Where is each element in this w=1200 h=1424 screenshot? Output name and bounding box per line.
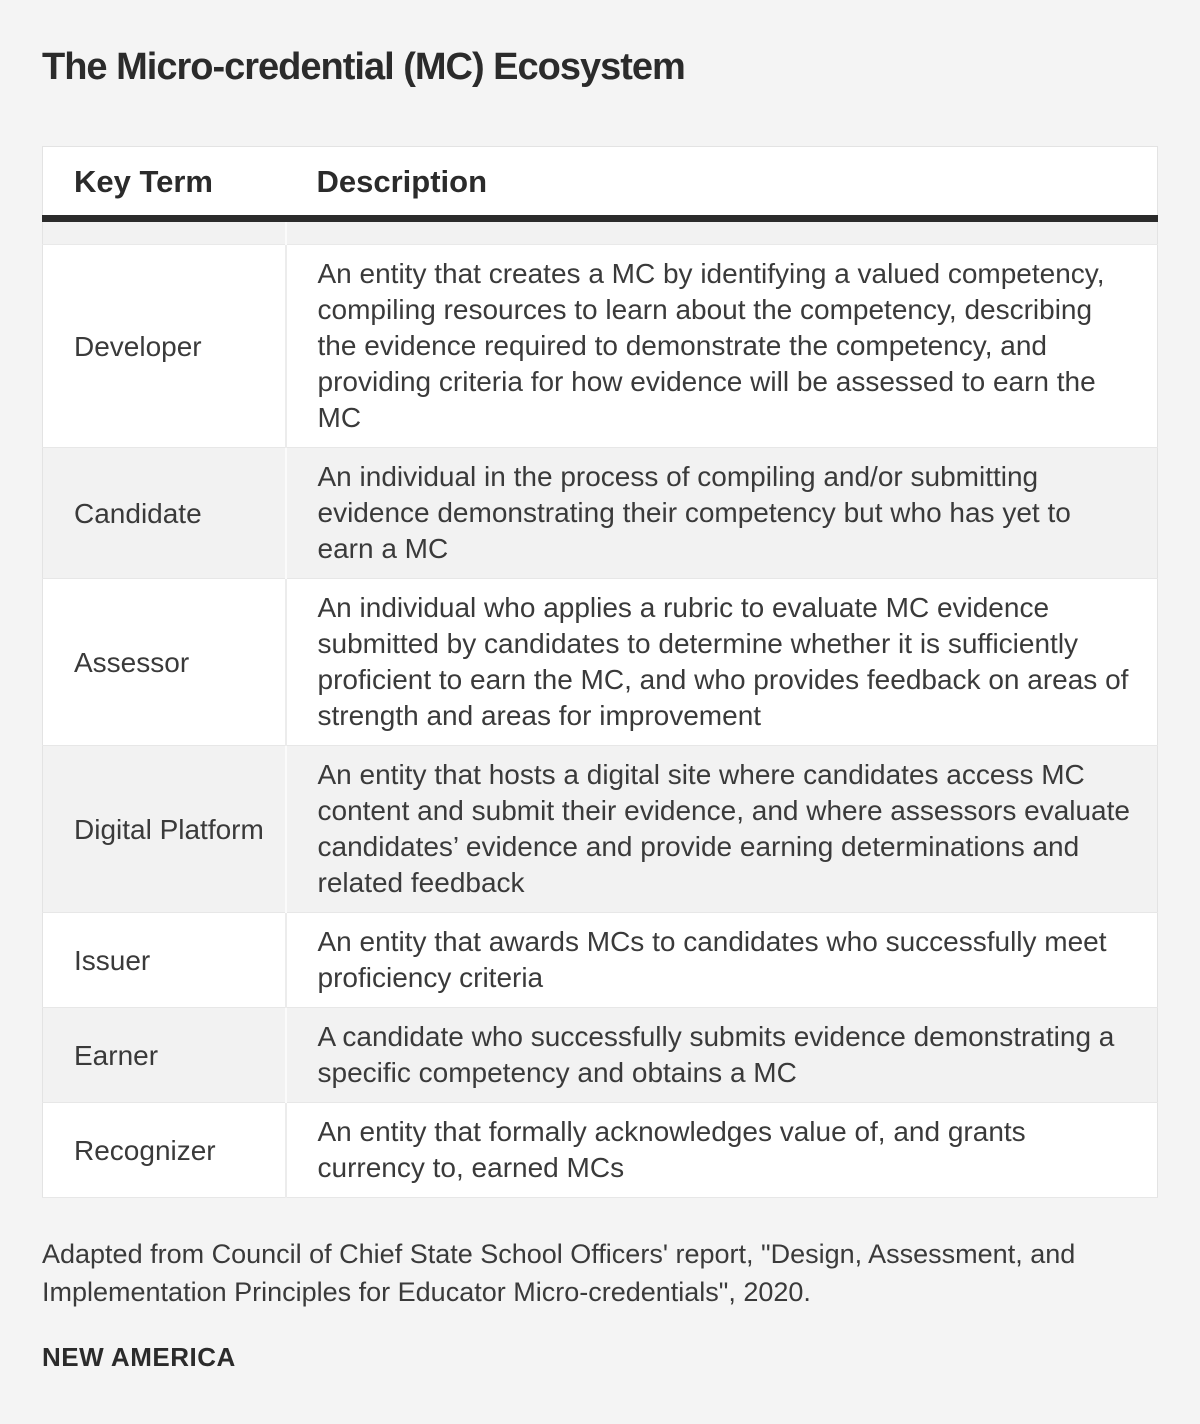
attribution-text: Adapted from Council of Chief State School Officers' report, "Design, Assessment, and Implementation Principles for Educator Micro-credentials", 2020. xyxy=(42,1239,1076,1307)
spacer-row xyxy=(43,219,1158,245)
term-cell: Issuer xyxy=(43,913,286,1008)
description-cell: An individual in the process of compiling and/or submitting evidence demonstrating their competency but who has yet to earn a MC xyxy=(317,461,1071,564)
term-cell: Recognizer xyxy=(43,1103,286,1198)
description-cell: A candidate who successfully submits evidence demonstrating a specific competency and obtains a MC xyxy=(317,1021,1115,1088)
table-row xyxy=(43,746,1158,913)
description-cell: An individual who applies a rubric to evaluate MC evidence submitted by candidates to determine whether it is sufficiently proficient to earn the MC, and who provides feedback on areas of strength and areas for improvement xyxy=(317,592,1129,731)
description-cell: An entity that formally acknowledges value of, and grants currency to, earned MCs xyxy=(317,1116,1026,1183)
brand-logo: NEW AMERICA xyxy=(42,1342,236,1372)
table-row xyxy=(43,1008,1158,1103)
spacer-cell xyxy=(43,219,286,245)
page-title: The Micro-credential (MC) Ecosystem xyxy=(42,46,685,88)
column-header-key-term: Key Term xyxy=(43,147,286,219)
table-body xyxy=(43,245,1158,1198)
description-cell: An entity that creates a MC by identifying a valued competency, compiling resources to learn about the competency, describing the evidence required to demonstrate the competency, and providing criteria for how evidence will be assessed to earn the MC xyxy=(317,258,1105,433)
table-row xyxy=(43,1103,1158,1198)
term-cell: Assessor xyxy=(43,579,286,746)
table-header xyxy=(43,147,1158,245)
table-row xyxy=(43,448,1158,579)
term-cell: Earner xyxy=(43,1008,286,1103)
header-row xyxy=(43,147,1158,219)
table-row xyxy=(43,579,1158,746)
term-cell: Candidate xyxy=(43,448,286,579)
table-row xyxy=(43,245,1158,448)
term-cell: Digital Platform xyxy=(43,746,286,913)
term-cell: Developer xyxy=(43,245,286,448)
column-header-description: Description xyxy=(286,147,1158,219)
ecosystem-table xyxy=(42,146,1158,1198)
description-cell: An entity that awards MCs to candidates who successfully meet proficiency criteria xyxy=(317,926,1107,993)
table-row xyxy=(43,913,1158,1008)
description-cell: An entity that hosts a digital site where candidates access MC content and submit their evidence, and where assessors evaluate candidates’ evidence and provide earning determinations and related feedback xyxy=(317,759,1130,898)
spacer-cell xyxy=(286,219,1158,245)
